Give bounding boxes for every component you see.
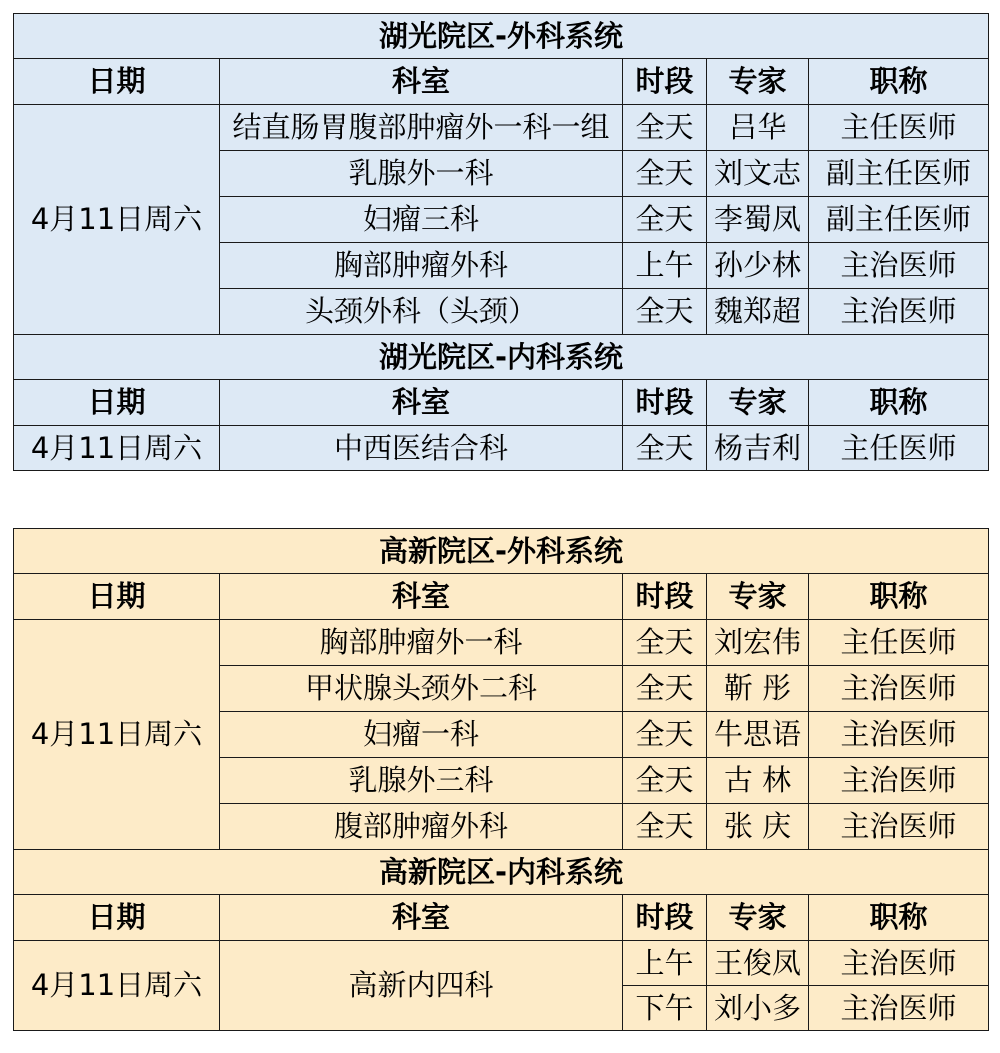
- column-header-expert: 专家: [707, 59, 809, 105]
- expert-cell: 李蜀凤: [707, 197, 809, 243]
- header-row: [14, 380, 989, 426]
- period-cell: 全天: [623, 105, 707, 151]
- column-header-title: 职称: [809, 574, 989, 620]
- dept-cell: 腹部肿瘤外科: [220, 804, 623, 850]
- dept-cell: 乳腺外一科: [220, 151, 623, 197]
- date-cell: 4月11日周六: [14, 426, 220, 471]
- column-header-expert: 专家: [707, 380, 809, 426]
- header-row: [14, 574, 989, 620]
- title-cell: 主任医师: [809, 105, 989, 151]
- column-header-expert: 专家: [707, 574, 809, 620]
- title-cell: 副主任医师: [809, 151, 989, 197]
- period-cell: 上午: [623, 243, 707, 289]
- column-header-date: 日期: [14, 380, 220, 426]
- dept-cell: 胸部肿瘤外一科: [220, 620, 623, 666]
- column-header-period: 时段: [623, 895, 707, 941]
- title-cell: 主治医师: [809, 804, 989, 850]
- section-title-row: [14, 14, 989, 59]
- section-title: 高新院区-内科系统: [14, 850, 989, 895]
- table-row: [14, 105, 989, 151]
- period-cell: 上午: [623, 941, 707, 986]
- header-row: [14, 59, 989, 105]
- section-title: 湖光院区-内科系统: [14, 335, 989, 380]
- title-cell: 主治医师: [809, 243, 989, 289]
- column-header-dept: 科室: [220, 380, 623, 426]
- period-cell: 全天: [623, 426, 707, 471]
- expert-cell: 古 林: [707, 758, 809, 804]
- column-header-period: 时段: [623, 59, 707, 105]
- section-title-row: [14, 529, 989, 574]
- dept-cell: 结直肠胃腹部肿瘤外一科一组: [220, 105, 623, 151]
- expert-cell: 靳 彤: [707, 666, 809, 712]
- period-cell: 下午: [623, 986, 707, 1031]
- section-title: 湖光院区-外科系统: [14, 14, 989, 59]
- period-cell: 全天: [623, 197, 707, 243]
- header-row: [14, 895, 989, 941]
- table-row: [14, 620, 989, 666]
- column-header-dept: 科室: [220, 59, 623, 105]
- expert-cell: 刘文志: [707, 151, 809, 197]
- period-cell: 全天: [623, 804, 707, 850]
- title-cell: 主任医师: [809, 426, 989, 471]
- period-cell: 全天: [623, 758, 707, 804]
- expert-cell: 魏郑超: [707, 289, 809, 335]
- section-title-row: [14, 850, 989, 895]
- title-cell: 主治医师: [809, 758, 989, 804]
- title-cell: 主任医师: [809, 620, 989, 666]
- column-header-period: 时段: [623, 574, 707, 620]
- column-header-date: 日期: [14, 895, 220, 941]
- dept-cell: 乳腺外三科: [220, 758, 623, 804]
- expert-cell: 刘宏伟: [707, 620, 809, 666]
- title-cell: 主治医师: [809, 289, 989, 335]
- expert-cell: 王俊凤: [707, 941, 809, 986]
- column-header-title: 职称: [809, 895, 989, 941]
- expert-cell: 吕华: [707, 105, 809, 151]
- gaoxin-schedule-table: [13, 528, 989, 1031]
- expert-cell: 刘小多: [707, 986, 809, 1031]
- huguang-schedule-table: [13, 13, 989, 471]
- dept-cell: 妇瘤一科: [220, 712, 623, 758]
- title-cell: 主治医师: [809, 666, 989, 712]
- period-cell: 全天: [623, 289, 707, 335]
- expert-cell: 张 庆: [707, 804, 809, 850]
- period-cell: 全天: [623, 712, 707, 758]
- dept-cell: 头颈外科（头颈）: [220, 289, 623, 335]
- dept-cell: 中西医结合科: [220, 426, 623, 471]
- dept-cell: 甲状腺头颈外二科: [220, 666, 623, 712]
- dept-cell: 妇瘤三科: [220, 197, 623, 243]
- date-cell: 4月11日周六: [14, 620, 220, 850]
- period-cell: 全天: [623, 151, 707, 197]
- column-header-expert: 专家: [707, 895, 809, 941]
- column-header-period: 时段: [623, 380, 707, 426]
- date-cell: 4月11日周六: [14, 105, 220, 335]
- expert-cell: 孙少林: [707, 243, 809, 289]
- date-cell: 4月11日周六: [14, 941, 220, 1031]
- title-cell: 主治医师: [809, 712, 989, 758]
- period-cell: 全天: [623, 666, 707, 712]
- section-title-row: [14, 335, 989, 380]
- expert-cell: 牛思语: [707, 712, 809, 758]
- table-row: [14, 426, 989, 471]
- table-row: [14, 941, 989, 986]
- section-title: 高新院区-外科系统: [14, 529, 989, 574]
- column-header-date: 日期: [14, 59, 220, 105]
- period-cell: 全天: [623, 620, 707, 666]
- title-cell: 主治医师: [809, 986, 989, 1031]
- title-cell: 主治医师: [809, 941, 989, 986]
- column-header-dept: 科室: [220, 574, 623, 620]
- dept-cell: 胸部肿瘤外科: [220, 243, 623, 289]
- expert-cell: 杨吉利: [707, 426, 809, 471]
- dept-cell: 高新内四科: [220, 941, 623, 1031]
- title-cell: 副主任医师: [809, 197, 989, 243]
- column-header-date: 日期: [14, 574, 220, 620]
- column-header-title: 职称: [809, 59, 989, 105]
- column-header-title: 职称: [809, 380, 989, 426]
- column-header-dept: 科室: [220, 895, 623, 941]
